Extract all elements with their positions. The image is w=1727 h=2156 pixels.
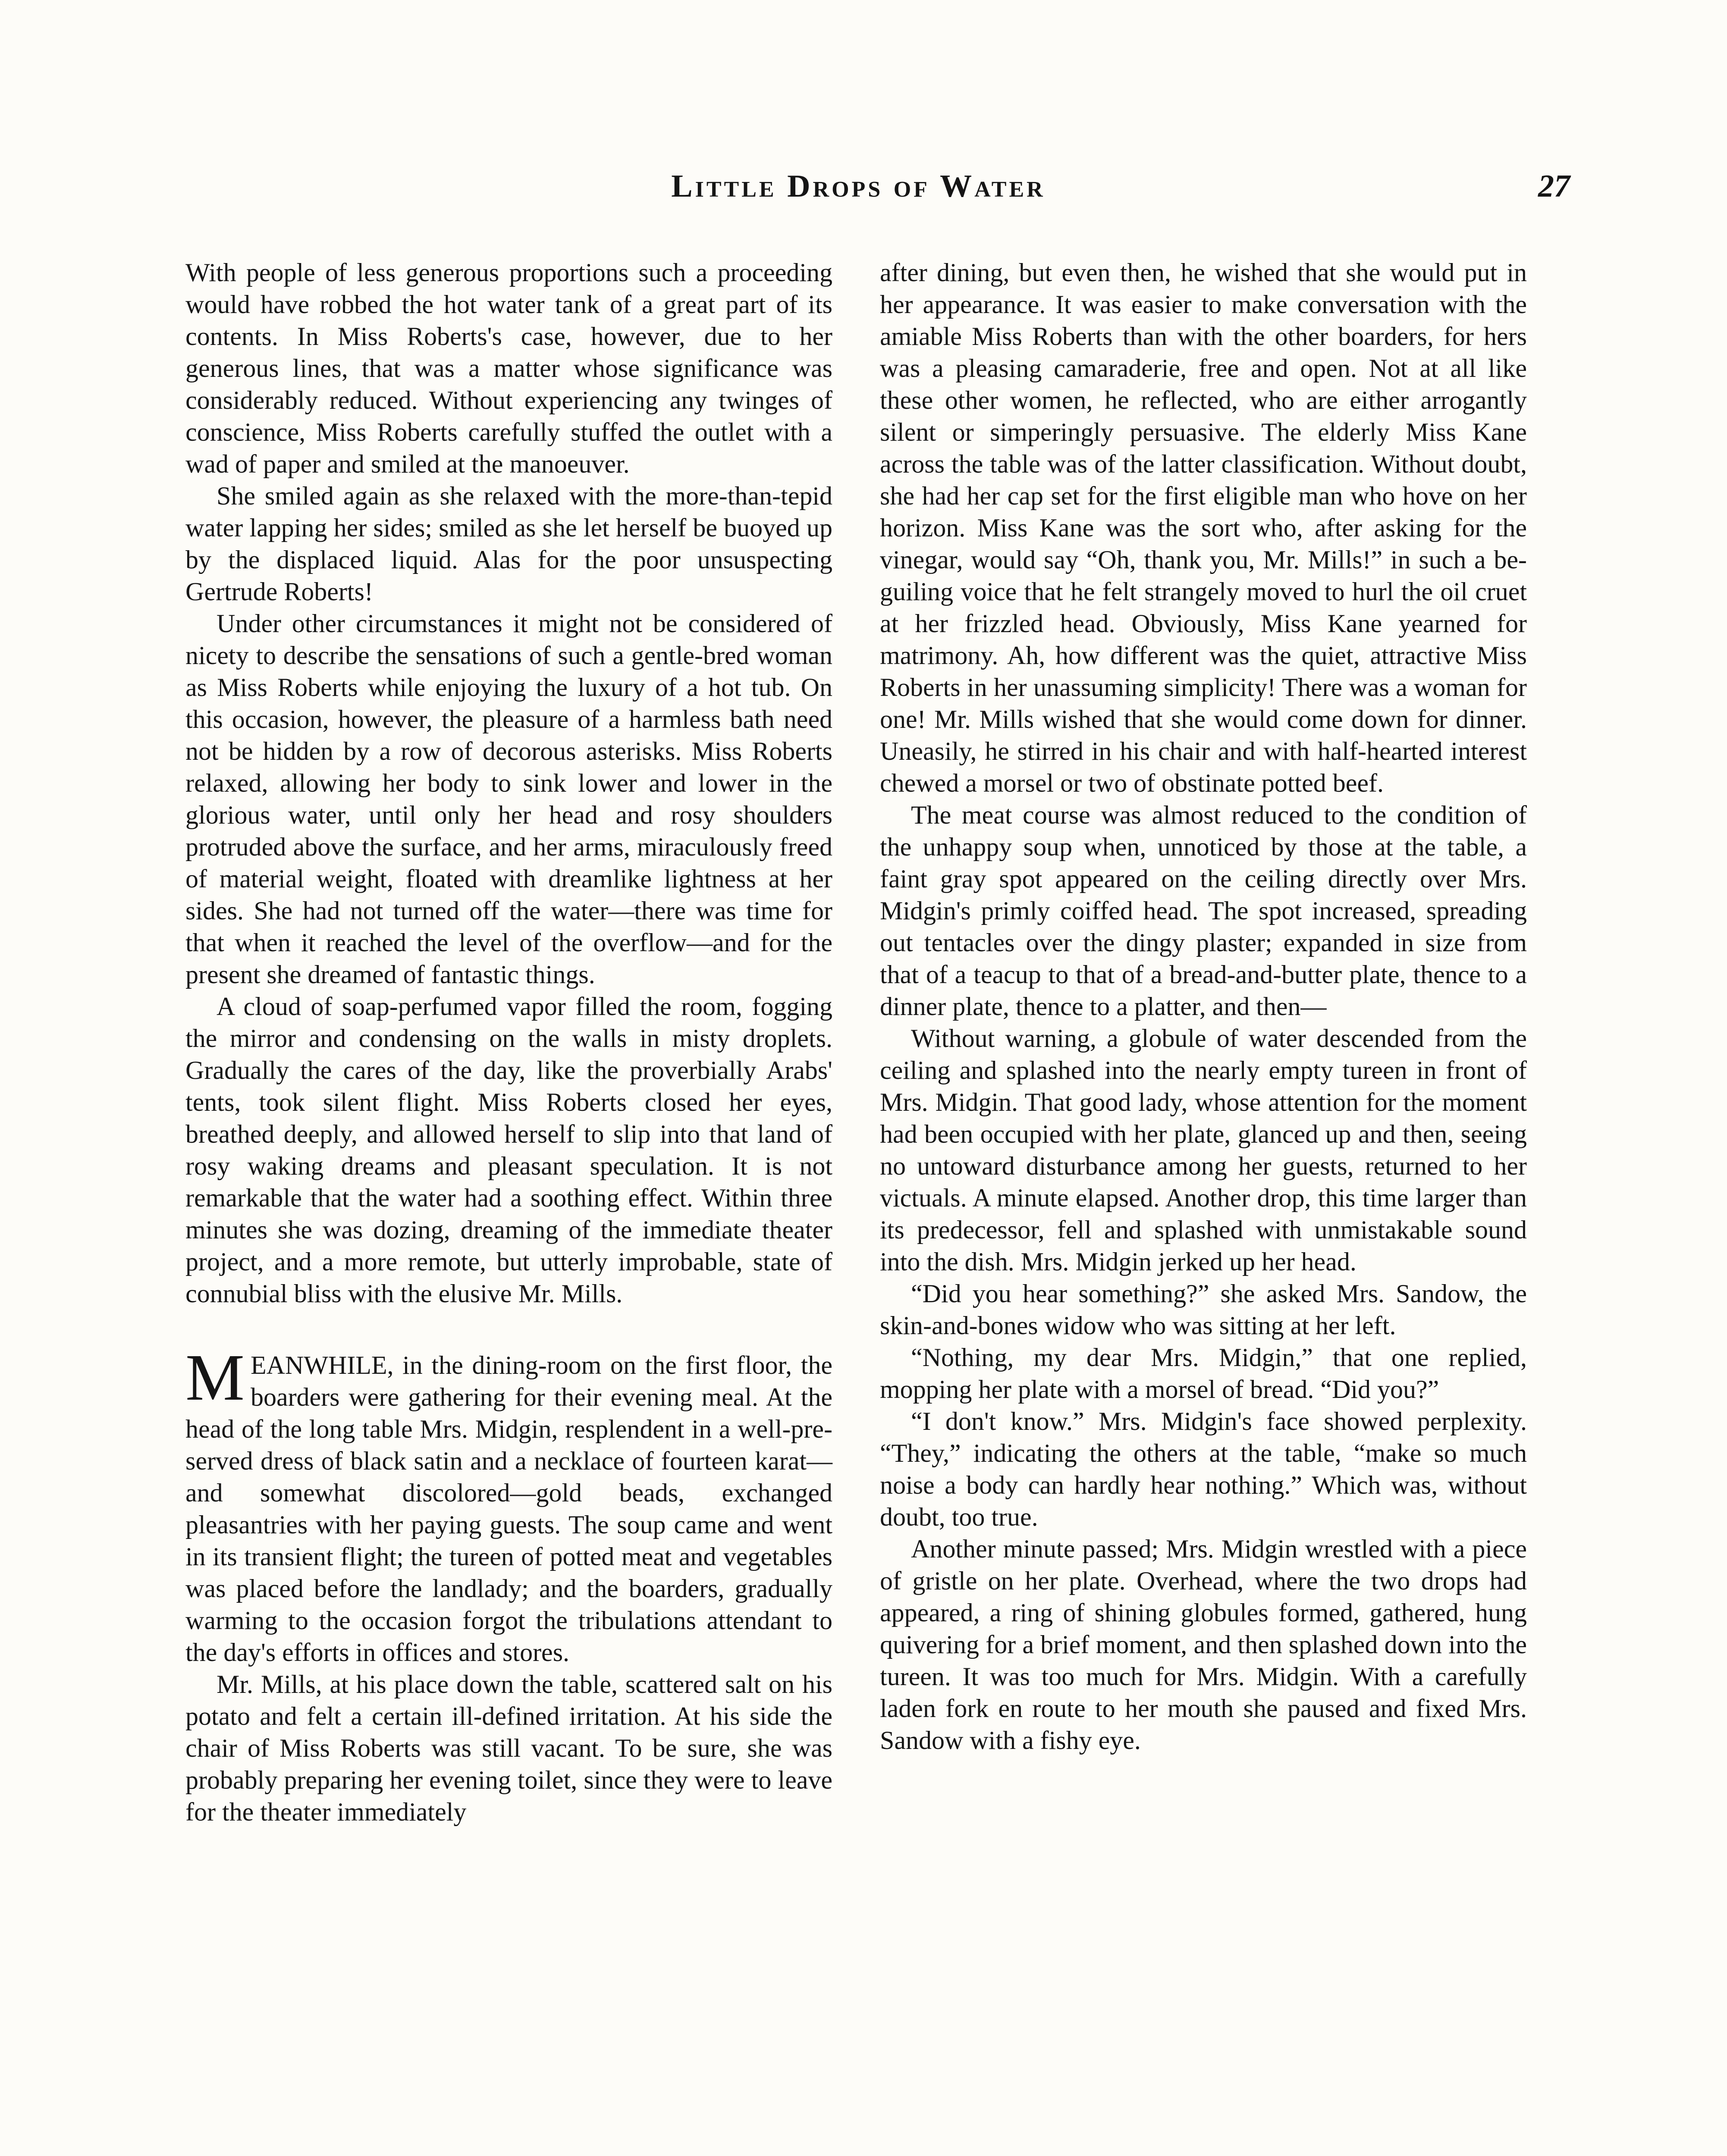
paragraph: The meat course was almost reduced to the condition of the unhappy soup when, unnoticed by those at the table, a faint gray spot appeared on the ceiling directly over Mrs. Midgin's primly coiffed head. The spot increased, spreading out tentacles over the dingy plaster; expanded in size from that of a teacup to that of a bread-and-butter plate, thence to a dinner plate, thence to a platter, and then— xyxy=(880,801,1527,1021)
paragraph: With people of less generous proportions such a proceeding would have robbed the hot water tank of a great part of its contents. In Miss Roberts's case, however, due to her generous lines, that was a matter whose significance was considerably reduced. Without experiencing any twinges of conscience, Miss Roberts carefully stuffed the outlet with a wad of paper and smiled at the manoeuver. xyxy=(185,258,832,478)
paragraph: after dining, but even then, he wished that she would put in her appearance. It was easier to make conversation with the amiable Miss Roberts than with the other boarders, for hers was a pleasing camaraderie, free and open. Not at all like these other women, he reflected, who are either arrogantly silent or simperingly persuasive. The elderly Miss Kane across the table was of the latter classification. Without doubt, she had her cap set for the first eligible man who hove on her horizon. Miss Kane was the sort who, after asking for the vinegar, would say “Oh, thank you, Mr. Mills!” in such a beguiling voice that he felt strangely moved to hurl the oil cruet at her frizzled head. Obviously, Miss Kane yearned for matrimony. Ah, how different was the quiet, attractive Miss Roberts in her unassuming simplicity! There was a woman for one! Mr. Mills wished that she would come down for dinner. Uneasily, he stirred in his chair and with half-hearted interest chewed a morsel or two of obstinate potted beef. xyxy=(880,258,1527,797)
drop-cap: M xyxy=(185,1341,245,1414)
paragraph: Under other circumstances it might not be considered of nicety to describe the sensations of such a gentle-bred woman as Miss Roberts while enjoying the luxury of a hot tub. On this occasion, however, the pleasure of a harmless bath need not be hidden by a row of decorous asterisks. Miss Roberts relaxed, allowing her body to sink lower and lower in the glorious water, until only her head and rosy shoulders protruded above the surface, and her arms, miraculously freed of material weight, floated with dreamlike lightness at her sides. She had not turned off the water—there was time for that when it reached the level of the overflow—and for the present she dreamed of fantastic things. xyxy=(185,609,832,989)
paragraph: A cloud of soap-perfumed vapor filled the room, fogging the mirror and condensing on the walls in misty droplets. Gradually the cares of the day, like the proverbially Arabs' tents, took silent flight. Miss Roberts closed her eyes, breathed deeply, and allowed herself to slip into that land of rosy waking dreams and pleasant speculation. It is not remarkable that the water had a soothing effect. Within three minutes she was dozing, dreaming of the immediate theater project, and a more remote, but utterly improbable, state of connubial bliss with the elusive Mr. Mills. xyxy=(185,992,832,1308)
page-number: 27 xyxy=(1538,169,1570,204)
right-column xyxy=(880,257,1527,1756)
section-opening-text: EANWHILE, in the dining-room on the first floor, the boarders were gathering for their evening meal. At the head of the long table Mrs. Midgin, resplendent in a well-preserved dress of black satin and a necklace of fourteen karat—and somewhat discolored—gold beads, exchanged pleasantries with her paying guests. The soup came and went in its transient flight; the tureen of potted meat and vegetables was placed before the landlady; and the boarders, gradually warming to the occasion forgot the tribulations attendant to the day's efforts in offices and stores. xyxy=(185,1351,832,1667)
paragraph: Mr. Mills, at his place down the table, scattered salt on his potato and felt a certain ill-defined irritation. At his side the chair of Miss Roberts was still vacant. To be sure, she was probably preparing her evening toilet, since they were to leave for the theater immediately xyxy=(185,1670,832,1826)
paragraph: She smiled again as she relaxed with the more-than-tepid water lapping her sides; smiled as she let herself be buoyed up by the displaced liquid. Alas for the poor unsuspecting Gertrude Roberts! xyxy=(185,482,832,606)
paragraph: “Did you hear something?” she asked Mrs. Sandow, the skin-and-bones widow who was sitting at her left. xyxy=(880,1279,1527,1340)
paragraph: “Nothing, my dear Mrs. Midgin,” that one replied, mopping her plate with a morsel of bread. “Did you?” xyxy=(880,1343,1527,1404)
running-head-title: Little Drops of Water xyxy=(671,169,1046,204)
paragraph: “I don't know.” Mrs. Midgin's face showed perplexity. “They,” indicating the others at the table, “make so much noise a body can hardly hear nothing.” Which was, without doubt, too true. xyxy=(880,1407,1527,1531)
paragraph: Without warning, a globule of water descended from the ceiling and splashed into the nearly empty tureen in front of Mrs. Midgin. That good lady, whose attention for the moment had been occupied with her plate, glanced up and then, seeing no untoward disturbance among her guests, returned to her victuals. A minute elapsed. Another drop, this time larger than its predecessor, fell and splashed with unmistakable sound into the dish. Mrs. Midgin jerked up her head. xyxy=(880,1024,1527,1276)
paragraph: Another minute passed; Mrs. Midgin wrestled with a piece of gristle on her plate. Overhead, where the two drops had appeared, a ring of shining globules formed, gathered, hung quivering for a brief moment, and then splashed down into the tureen. It was too much for Mrs. Midgin. With a carefully laden fork en route to her mouth she paused and fixed Mrs. Sandow with a fishy eye. xyxy=(880,1535,1527,1755)
section-opening-paragraph xyxy=(185,1341,832,1668)
left-column xyxy=(185,257,832,1828)
